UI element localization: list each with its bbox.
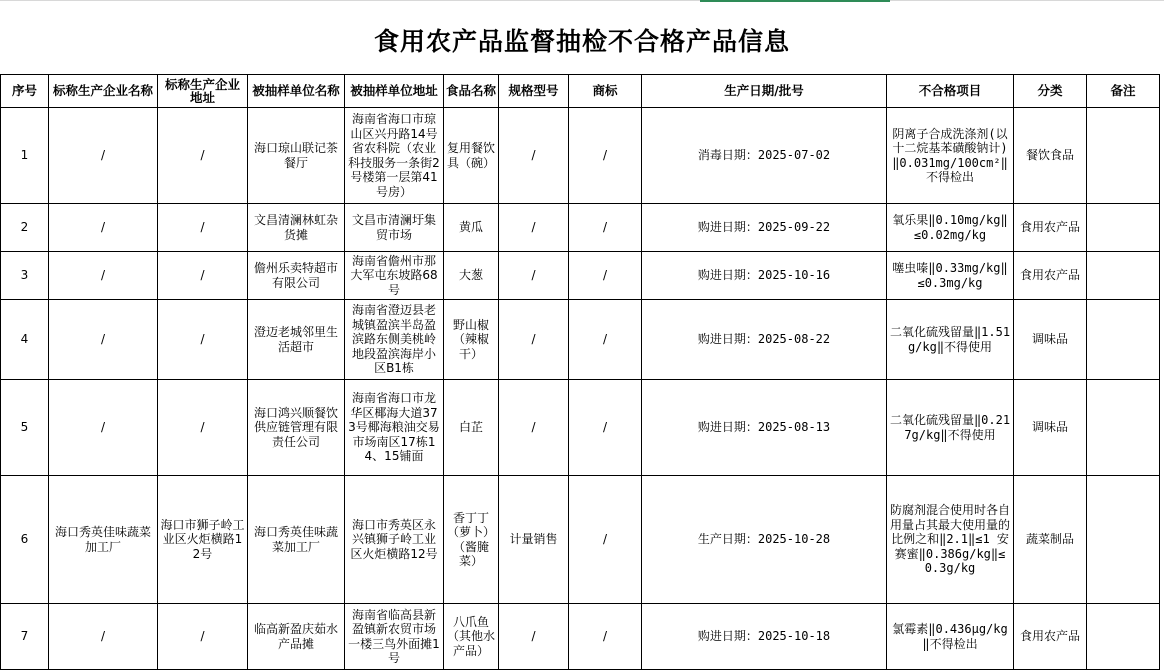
- cell-sampled-unit-address: 海口市秀英区永兴镇狮子岭工业区火炬横路12号: [345, 476, 444, 604]
- cell-spec-model: /: [499, 604, 569, 670]
- table-row: [1, 604, 1160, 670]
- cell-producer-name: /: [49, 108, 158, 204]
- cell-producer-name: /: [49, 252, 158, 300]
- table-row: [1, 204, 1160, 252]
- cell-producer-name: /: [49, 204, 158, 252]
- cell-unqualified-item: 二氧化硫残留量‖0.217g/kg‖不得使用: [887, 380, 1014, 476]
- cell-production-date: 购进日期：2025-09-22: [642, 204, 887, 252]
- header-row: [1, 75, 1160, 108]
- cell-spec-model: /: [499, 300, 569, 380]
- cell-producer-name: /: [49, 380, 158, 476]
- cell-sampled-unit-name: 澄迈老城邻里生活超市: [248, 300, 345, 380]
- cell-production-date: 购进日期：2025-10-16: [642, 252, 887, 300]
- cell-sampled-unit-address: 文昌市清澜圩集贸市场: [345, 204, 444, 252]
- cell-sampled-unit-name: 临高新盈庆茹水产品摊: [248, 604, 345, 670]
- cell-category: 食用农产品: [1014, 252, 1087, 300]
- cell-producer-address: /: [158, 300, 248, 380]
- header-spec: 规格型号: [499, 75, 569, 108]
- cell-sampled-unit-name: 海口秀英佳味蔬菜加工厂: [248, 476, 345, 604]
- table-row: [1, 380, 1160, 476]
- page-title: 食用农产品监督抽检不合格产品信息: [373, 27, 790, 56]
- cell-spec-model: /: [499, 380, 569, 476]
- table-body: [1, 108, 1160, 670]
- cell-category: 蔬菜制品: [1014, 476, 1087, 604]
- cell-sampled-unit-address: 海南省儋州市那大军屯东坡路68号: [345, 252, 444, 300]
- table-row: [1, 252, 1160, 300]
- cell-unqualified-item: 二氧化硫残留量‖1.51g/kg‖不得使用: [887, 300, 1014, 380]
- cell-remark: [1087, 252, 1160, 300]
- cell-sampled-unit-address: 海南省海口市琼山区兴丹路14号省农科院（农业科技服务一条街2号楼第一层第41号房）: [345, 108, 444, 204]
- cell-category: 调味品: [1014, 380, 1087, 476]
- cell-brand: /: [569, 204, 642, 252]
- cell-food-name: 黄瓜: [444, 204, 499, 252]
- cell-producer-address: /: [158, 604, 248, 670]
- cell-producer-name: /: [49, 604, 158, 670]
- cell-producer-name: /: [49, 300, 158, 380]
- cell-spec-model: /: [499, 108, 569, 204]
- cell-row-number: 1: [1, 108, 49, 204]
- cell-sampled-unit-address: 海南省临高县新盈镇新农贸市场一楼三鸟外面摊1号: [345, 604, 444, 670]
- cell-sampled-unit-name: 海口琼山联记茶餐厅: [248, 108, 345, 204]
- cell-category: 调味品: [1014, 300, 1087, 380]
- cell-brand: /: [569, 476, 642, 604]
- cell-unqualified-item: 噻虫嗪‖0.33mg/kg‖≤0.3mg/kg: [887, 252, 1014, 300]
- cell-brand: /: [569, 252, 642, 300]
- cell-row-number: 6: [1, 476, 49, 604]
- cell-remark: [1087, 300, 1160, 380]
- header-brand: 商标: [569, 75, 642, 108]
- cell-row-number: 2: [1, 204, 49, 252]
- tab-accent-bar: [700, 0, 890, 2]
- cell-row-number: 7: [1, 604, 49, 670]
- header-producer: 标称生产企业名称: [49, 75, 158, 108]
- cell-category: 食用农产品: [1014, 204, 1087, 252]
- cell-production-date: 消毒日期：2025-07-02: [642, 108, 887, 204]
- cell-producer-address: /: [158, 380, 248, 476]
- header-sampled-address: 被抽样单位地址: [345, 75, 444, 108]
- cell-brand: /: [569, 300, 642, 380]
- cell-row-number: 3: [1, 252, 49, 300]
- header-sampled-unit: 被抽样单位名称: [248, 75, 345, 108]
- unqualified-products-table: [0, 74, 1160, 670]
- cell-production-date: 生产日期：2025-10-28: [642, 476, 887, 604]
- cell-food-name: 复用餐饮具（碗）: [444, 108, 499, 204]
- table-row: [1, 108, 1160, 204]
- cell-food-name: 香丁丁（萝卜）（酱腌菜）: [444, 476, 499, 604]
- cell-producer-address: /: [158, 204, 248, 252]
- cell-food-name: 野山椒（辣椒干）: [444, 300, 499, 380]
- cell-sampled-unit-name: 海口鸿兴顺餐饮供应链管理有限责任公司: [248, 380, 345, 476]
- cell-production-date: 购进日期：2025-10-18: [642, 604, 887, 670]
- cell-producer-address: /: [158, 252, 248, 300]
- cell-production-date: 购进日期：2025-08-22: [642, 300, 887, 380]
- cell-remark: [1087, 476, 1160, 604]
- cell-row-number: 5: [1, 380, 49, 476]
- cell-unqualified-item: 氯霉素‖0.436μg/kg‖不得检出: [887, 604, 1014, 670]
- cell-sampled-unit-name: 文昌清澜林虹杂货摊: [248, 204, 345, 252]
- cell-sampled-unit-address: 海南省澄迈县老城镇盈滨半岛盈滨路东侧美桃岭地段盈滨海岸小区B1栋: [345, 300, 444, 380]
- header-date-batch: 生产日期/批号: [642, 75, 887, 108]
- header-producer-address: 标称生产企业地址: [158, 75, 248, 108]
- cell-brand: /: [569, 380, 642, 476]
- cell-category: 餐饮食品: [1014, 108, 1087, 204]
- cell-food-name: 大葱: [444, 252, 499, 300]
- cell-brand: /: [569, 108, 642, 204]
- cell-unqualified-item: 防腐剂混合使用时各自用量占其最大使用量的比例之和‖2.1‖≤1 安赛蜜‖0.386g/kg‖≤0.3g/kg: [887, 476, 1014, 604]
- cell-remark: [1087, 204, 1160, 252]
- header-unqualified-item: 不合格项目: [887, 75, 1014, 108]
- cell-producer-name: 海口秀英佳味蔬菜加工厂: [49, 476, 158, 604]
- cell-sampled-unit-name: 儋州乐卖特超市有限公司: [248, 252, 345, 300]
- cell-producer-address: /: [158, 108, 248, 204]
- cell-food-name: 八爪鱼（其他水产品）: [444, 604, 499, 670]
- cell-production-date: 购进日期：2025-08-13: [642, 380, 887, 476]
- header-category: 分类: [1014, 75, 1087, 108]
- cell-remark: [1087, 108, 1160, 204]
- header-remark: 备注: [1087, 75, 1160, 108]
- cell-producer-address: 海口市狮子岭工业区火炬横路12号: [158, 476, 248, 604]
- cell-row-number: 4: [1, 300, 49, 380]
- table-row: [1, 300, 1160, 380]
- cell-spec-model: /: [499, 204, 569, 252]
- cell-unqualified-item: 氧乐果‖0.10mg/kg‖≤0.02mg/kg: [887, 204, 1014, 252]
- cell-category: 食用农产品: [1014, 604, 1087, 670]
- cell-spec-model: 计量销售: [499, 476, 569, 604]
- cell-remark: [1087, 380, 1160, 476]
- cell-remark: [1087, 604, 1160, 670]
- cell-spec-model: /: [499, 252, 569, 300]
- header-food-name: 食品名称: [444, 75, 499, 108]
- cell-food-name: 白芷: [444, 380, 499, 476]
- cell-unqualified-item: 阴离子合成洗涤剂(以十二烷基苯磺酸钠计)‖0.031mg/100cm²‖不得检出: [887, 108, 1014, 204]
- table-row: [1, 476, 1160, 604]
- cell-brand: /: [569, 604, 642, 670]
- header-no: 序号: [1, 75, 49, 108]
- top-border: [0, 0, 1164, 1]
- cell-sampled-unit-address: 海南省海口市龙华区椰海大道373号椰海粮油交易市场南区17栋14、15铺面: [345, 380, 444, 476]
